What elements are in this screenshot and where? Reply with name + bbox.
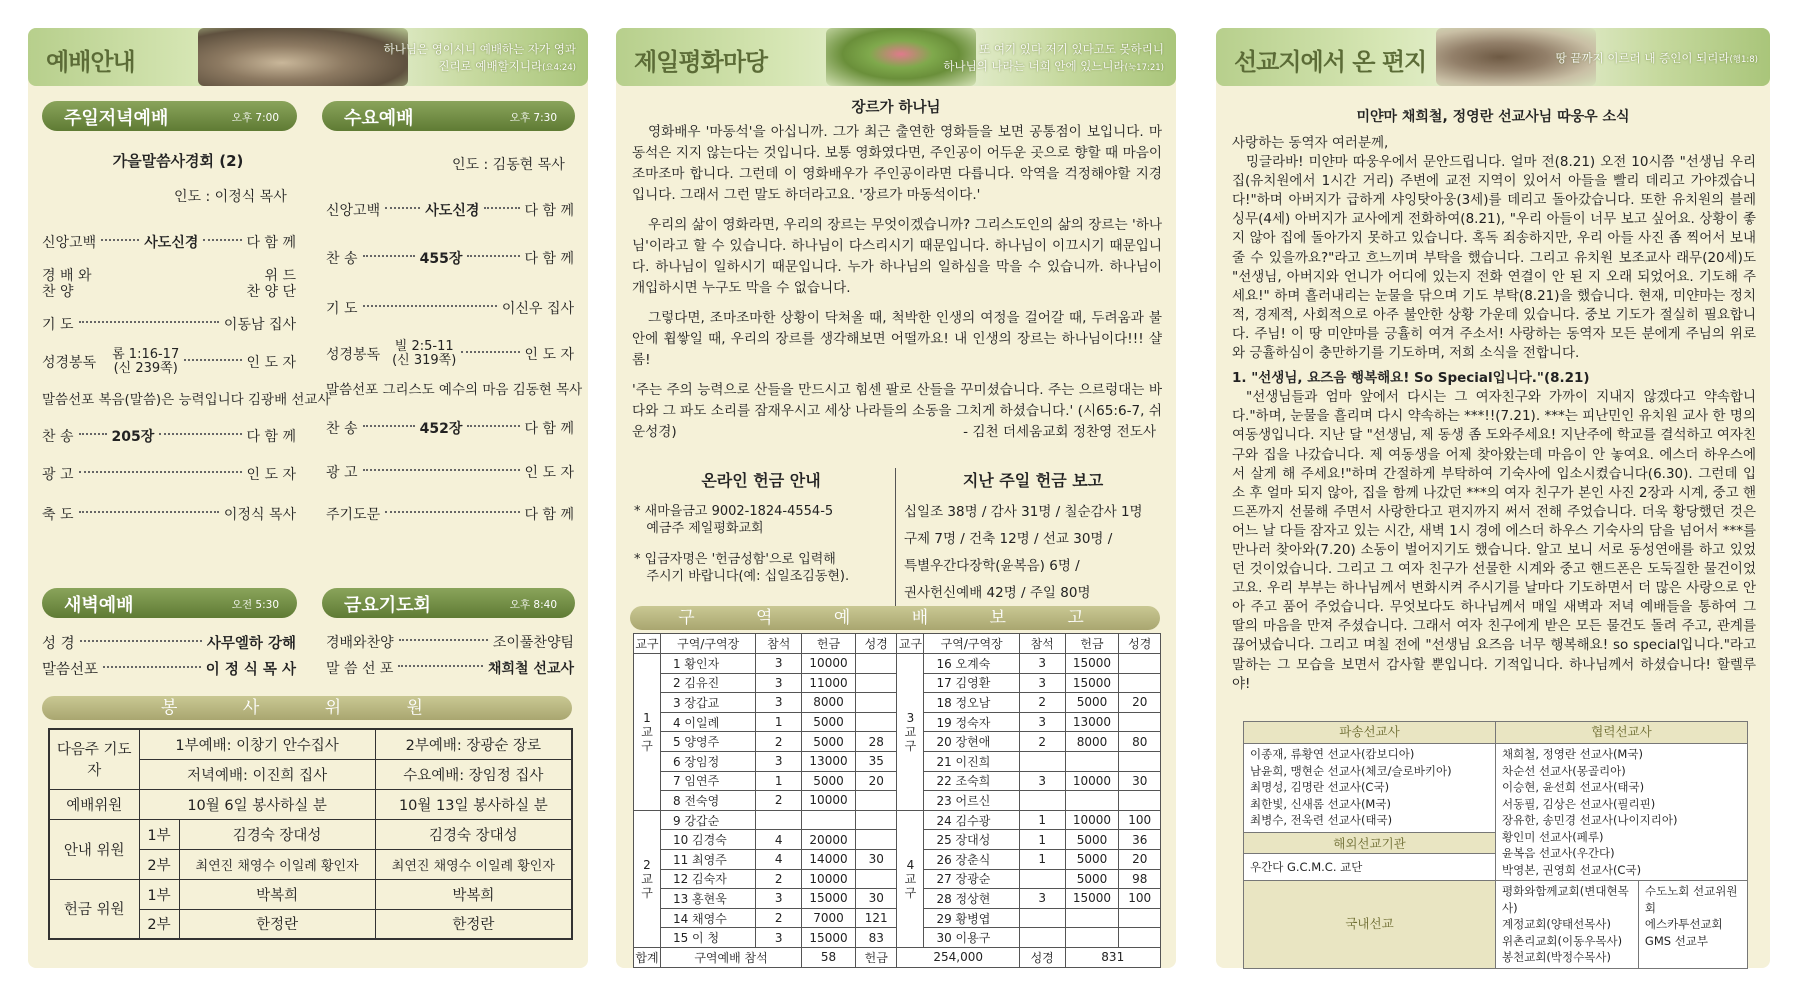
sunday-row: 신앙고백 사도신경 다 함 께: [42, 235, 297, 251]
zone-cell: 1: [756, 771, 802, 791]
zone-cell: [1065, 908, 1119, 928]
zone-cell: 2: [756, 732, 802, 752]
zone-cell: 15000: [1065, 889, 1119, 909]
zone-cell: 20: [1119, 849, 1161, 869]
letter-body: [1232, 134, 1756, 694]
zone-cell: 10000: [802, 654, 856, 674]
letter-subheading: 1. "선생님, 요즈음 행복해요! So Special입니다."(8.21): [1232, 370, 1590, 387]
zone-cell: 1: [1019, 830, 1065, 850]
zone-cell: 3 장갑교: [660, 693, 755, 713]
zone-cell: [1019, 908, 1065, 928]
zone-cell: 8000: [802, 693, 856, 713]
article-paragraph: 영화배우 '마동석'을 아십니까. 그가 최근 출연한 영화들을 보면 공통점이 보입니다. 마동석은 지지 않는다는 것입니다. 보통 영화였다면, 주인공이 어두운 곳으로 향할 때 마음이 조마조마 합니다. 그런데 이 영화배우가 주인공이라면 다릅니다. 악역을 걱정해야할 지경입니다. 그래서 그런 말도 하더라고요. '장르가 마동석이다.': [632, 124, 1162, 203]
zone-col-header: 헌금: [802, 634, 856, 654]
zone-cell: 3: [756, 693, 802, 713]
zone-cell: 36: [1119, 830, 1161, 850]
zone-cell: 1 황인자: [660, 654, 755, 674]
zone-cell: 27 장광순: [924, 869, 1019, 889]
banner-verse: 하나님은 영이시니 예배하는 자가 영과 진리로 예배할지니라(요4:24): [383, 42, 576, 73]
servers-title: 봉 사 위 원: [42, 696, 572, 720]
sunday-subtitle: 가을말씀사경회 (2): [112, 152, 244, 170]
zone-cell: 10000: [1065, 771, 1119, 791]
zone-cell: 10 김경숙: [660, 830, 755, 850]
wed-row: 기 도 이신우 집사: [326, 301, 574, 317]
gyogu-cell: 2 교 구: [634, 810, 661, 947]
gyogu-cell: 4 교 구: [897, 810, 924, 947]
zone-cell: 22 조숙희: [924, 771, 1019, 791]
zone-cell: 5000: [1065, 849, 1119, 869]
zone-cell: 10000: [1065, 810, 1119, 830]
wed-row: 성경봉독 빌 2:5-11 (신 319쪽) 인 도 자: [326, 339, 574, 368]
zone-cell: [855, 693, 896, 713]
zone-cell: 3: [756, 928, 802, 948]
zone-col-header: 교구: [897, 634, 924, 654]
zone-cell: 30 이용구: [924, 928, 1019, 948]
zone-cell: 121: [855, 908, 896, 928]
zone-cell: [1119, 791, 1161, 811]
zone-cell: [855, 654, 896, 674]
report-body: 십일조 38명 / 감사 31명 / 칠순감사 1명 구제 7명 / 건축 12명 / 선교 30명 / 특별우간다장학(윤복음) 6명 / 권사헌신예배 42명 / 주일 80명: [904, 504, 1143, 601]
partner-missionaries: 채희철, 정영란 선교사(M국) 차순선 선교사(몽골리아) 이승현, 윤선희 선교사(태국) 서동필, 김상은 선교사(필리핀) 장유한, 송민경 선교사(나이지리아) 황인미 선교사(페루) 윤복음 선교사(우간다) 박영본, 권영희 선교사(C국): [1496, 744, 1748, 881]
zone-col-header: 참석: [756, 634, 802, 654]
online-note: * 입금자명은 '헌금성함'으로 입력해 주시기 바랍니다(예: 십일조김동현).: [634, 552, 850, 584]
dawn-row: 성 경 사무엘하 강해: [42, 636, 296, 652]
zone-cell: 17 김영환: [924, 673, 1019, 693]
zone-cell: 10000: [802, 869, 856, 889]
zone-cell: 14000: [802, 849, 856, 869]
zone-cell: [1065, 751, 1119, 771]
zone-cell: 26 장춘식: [924, 849, 1019, 869]
wed-row: 주기도문 다 함 께: [326, 507, 574, 523]
zone-col-header: 성경: [855, 634, 896, 654]
zone-cell: 83: [855, 928, 896, 948]
wed-row: 광 고 인 도 자: [326, 465, 574, 481]
zone-col-header: 성경: [1119, 634, 1161, 654]
zone-cell: 3: [1019, 654, 1065, 674]
zone-cell: 30: [855, 889, 896, 909]
sent-missionaries: 이종재, 류황연 선교사(캄보디아) 남윤희, 맹현순 선교사(체코/슬로바키아) 최명성, 김명란 선교사(C국) 최한빛, 신새롬 선교사(M국) 최병수, 전욱련 선교사(태국) 해외선교기관 우간다 G.C.M.C. 교단: [1244, 744, 1496, 881]
zone-cell: 19 정숙자: [924, 712, 1019, 732]
zone-cell: 80: [1119, 732, 1161, 752]
zone-cell: 6 장임정: [660, 751, 755, 771]
zone-cell: 5 양영주: [660, 732, 755, 752]
zone-cell: 28: [855, 732, 896, 752]
zone-cell: 28 정상현: [924, 889, 1019, 909]
zone-cell: 11000: [802, 673, 856, 693]
zone-cell: 3: [1019, 712, 1065, 732]
zone-cell: [1119, 673, 1161, 693]
zone-cell: 100: [1119, 889, 1161, 909]
online-title: 온라인 헌금 안내: [701, 471, 821, 490]
domestic-orgs: 수도노회 선교위원회 에스카투선교회 GMS 선교부: [1638, 881, 1747, 969]
zone-col-header: 참석: [1019, 634, 1065, 654]
online-offering-box: [630, 468, 892, 618]
zone-cell: 3: [756, 751, 802, 771]
zone-cell: 13 홍현욱: [660, 889, 755, 909]
friday-row: 말 씀 선 포 채희철 선교사: [326, 661, 574, 677]
sunday-row: 성경봉독 롬 1:16-17 (신 239쪽) 인 도 자: [42, 347, 296, 376]
zone-cell: [1065, 928, 1119, 948]
zone-cell: 7 임연주: [660, 771, 755, 791]
zone-cell: [855, 810, 896, 830]
zone-cell: 1: [1019, 810, 1065, 830]
zone-cell: 9 강갑순: [660, 810, 755, 830]
sunday-row: 경 배 와 찬 양 위 드 찬 양 단: [42, 268, 296, 300]
dawn-header: 새벽예배 오전 5:30: [42, 588, 297, 618]
zone-cell: 15000: [802, 928, 856, 948]
article-title: 장르가 하나님: [851, 100, 941, 116]
zone-cell: 25 장대성: [924, 830, 1019, 850]
zone-cell: 5000: [1065, 830, 1119, 850]
zone-cell: 29 황병엽: [924, 908, 1019, 928]
sunday-sermon-row: 말씀선포 복음(말씀)은 능력입니다 김광배 선교사: [42, 392, 331, 408]
zone-cell: 5000: [1065, 693, 1119, 713]
zone-cell: [1119, 908, 1161, 928]
zone-cell: 12 김숙자: [660, 869, 755, 889]
zone-cell: 30: [1119, 771, 1161, 791]
banner-title: 예배안내: [46, 48, 135, 76]
zone-cell: 20 장현애: [924, 732, 1019, 752]
zone-col-header: 구역/구역장: [924, 634, 1019, 654]
offering-report-box: [902, 468, 1164, 607]
zone-cell: [1119, 654, 1161, 674]
zone-cell: 5000: [802, 771, 856, 791]
letter-paragraph: "선생님들과 엄마 앞에서 다시는 그 여자친구와 가까이 지내지 않겠다고 약속합니다."하며, 눈물을 흘리며 다시 약속하는 ***!!(7.21). ***는 피난민인 유치원 교사 한 명의 여동생입니다. 지난 달 "선생님, 제 동생 좀 도와주세요! 지난주에 학교를 결석하고 여자친구와 집을 나갔습니다. 제 여동생을 어제 찾아왔는데 마음이 안 놓여요. 에스더 하우스에서 살게 해 주세요!"하며 간절하게 부탁하여 기숙사에 입소시켰습니다(6.30). 그런데 입소 후 얼마 되지 않아, 집을 함께 나갔던 ***의 여자 친구가 본인 사진 2장과 시계, 중고 핸드폰까지 선물해 주면서 사랑한다고 편지까지 써서 전해 주었습니다. 더욱 황당했던 것은 어느 날 다들 잠자고 있는 시간, 새벽 1시 경에 에스더 하우스 기숙사의 담을 넘어서 ***를 만나러 찾아와(7.20) 소동이 벌어지기도 했습니다. 알고 보니 서로 동성연애를 하고 있었던 것이었습니다. 그리고 그 여자 친구가 선물한 시계와 중고 핸드폰은 도둑질한 물건이었고요. 우리 부부는 하나님께서 변화시켜 주시기를 날마다 기도하면서 더 많은 사랑으로 안아 주고 품어 주었습니다. 무엇보다도 하나님께서 매일 새벽과 저녁 예배들을 통하여 그 딸의 마음을 만져 주셨습니다. 그래서 여자 친구에게 받은 모든 물건도 돌려 주고, 관계를 끊어냈습니다. 그리고 며칠 전에 "선생님 요즈음 너무 행복해요! so special입니다."라고 말하는 그 모습을 보면서 감사할 뿐입니다. 기적입니다. 하나님께서 하셨습니다! 할렐루야!: [1232, 389, 1756, 692]
zone-cell: [1019, 791, 1065, 811]
banner-title: 제일평화마당: [634, 48, 768, 76]
gyogu-cell: 1 교 구: [634, 654, 661, 811]
zone-cell: 7000: [802, 908, 856, 928]
zone-cell: 35: [855, 751, 896, 771]
friday-header: 금요기도회 오후 8:40: [322, 588, 575, 618]
online-account: * 새마을금고 9002-1824-4554-5 예금주 제일평화교회: [634, 504, 834, 536]
zone-cell: 13000: [802, 751, 856, 771]
zone-cell: [1119, 928, 1161, 948]
zone-cell: 1: [756, 712, 802, 732]
zone-cell: 2: [1019, 693, 1065, 713]
zone-row: [634, 654, 1161, 674]
peace-yard-panel: [616, 28, 1176, 968]
zone-cell: [756, 810, 802, 830]
zone-cell: 10000: [802, 791, 856, 811]
zone-cell: 4 이일례: [660, 712, 755, 732]
zone-cell: 15000: [1065, 654, 1119, 674]
zone-cell: 13000: [1065, 712, 1119, 732]
zone-cell: 3: [756, 654, 802, 674]
zone-cell: 100: [1119, 810, 1161, 830]
mission-banner: [1216, 28, 1770, 86]
wed-leader: 인도 : 김동현 목사: [452, 157, 565, 173]
zone-title: 구 역 예 배 보 고: [630, 606, 1160, 630]
zone-col-header: 구역/구역장: [660, 634, 755, 654]
zone-cell: 3: [756, 889, 802, 909]
domestic-churches: 평화와함께교회(변대현목사) 계정교회(양태선목사) 위촌리교회(이동우목사) 봉천교회(박정수목사): [1496, 881, 1639, 969]
zone-cell: 20: [855, 771, 896, 791]
article-paragraph: 그렇다면, 조마조마한 상황이 닥쳐올 때, 척박한 인생의 여정을 걸어갈 때, 두려움과 불안에 휩쌓일 때, 우리의 장르를 생각해보면 어떨까요! 내 인생의 장르는 하나님이다!!! 샬롬!: [632, 310, 1162, 368]
zone-cell: 3: [1019, 673, 1065, 693]
report-title: 지난 주일 헌금 보고: [962, 471, 1104, 490]
zone-total-row: 합계 구역예배 참석 58 헌금 254,000 성경 831: [634, 947, 1161, 967]
sunday-evening-header: 주일저녁예배 오후 7:00: [42, 101, 297, 131]
zone-cell: [802, 810, 856, 830]
zone-cell: 15000: [1065, 673, 1119, 693]
zone-cell: [1019, 869, 1065, 889]
zone-cell: 14 채영수: [660, 908, 755, 928]
zone-cell: [855, 712, 896, 732]
article-signature: - 김천 더세움교회 정찬영 전도사: [963, 424, 1156, 440]
friday-row: 경배와찬양 조이풀찬양팀: [326, 635, 574, 651]
zone-col-header: 교구: [634, 634, 661, 654]
zone-cell: 16 오계숙: [924, 654, 1019, 674]
sunday-leader: 인도 : 이정식 목사: [174, 189, 287, 205]
sunday-row: 기 도 이동남 집사: [42, 317, 296, 333]
banner-verse: 땅 끝까지 이르러 내 증인이 되리라(행1:8): [1555, 51, 1758, 65]
servers-table: 다음주 기도자 1부예배: 이창기 안수집사 2부예배: 장광순 장로 저녁예배: 이진희 집사 수요예배: 장임정 집사 예배위원 10월 6일 봉사하실 분 10월 13일 봉사하실 분 안내 위원 1부 김경숙 장대성 김경숙 장대성 2부 최연진 채영수 이일례 황인자 최연진 채영수 이일례 황인자 헌금 위원 1부 박복희 박복희 2부 한정란 한정란: [48, 728, 573, 940]
zone-cell: 23 어르신: [924, 791, 1019, 811]
zone-cell: 98: [1119, 869, 1161, 889]
zone-cell: [855, 830, 896, 850]
zone-cell: 2: [756, 791, 802, 811]
wed-row: 찬 송 452장 다 함 께: [326, 421, 575, 437]
zone-cell: 21 이진희: [924, 751, 1019, 771]
banner-verse: 또 여기 있다 저기 있다고도 못하리니 하나님의 나라는 너희 안에 있느니라(눅17:21): [943, 42, 1164, 73]
zone-cell: 3: [1019, 771, 1065, 791]
worship-hands-photo: [198, 28, 408, 86]
article-paragraph: 우리의 삶이 영화라면, 우리의 장르는 무엇이겠습니까? 그리스도인의 삶의 장르는 '하나님'이라고 할 수 있습니다. 하나님이 다스리시기 때문입니다. 하나님이 이끄시기 때문입니다. 하나님이 일하시기 때문입니다. 누가 하나님의 일하심을 막을 수 있습니까. 하나님이 개입하시면 누구도 막을 수 없습니다.: [632, 217, 1162, 296]
zone-cell: 3: [1019, 889, 1065, 909]
zone-cell: [1019, 751, 1065, 771]
zone-cell: 8 전숙영: [660, 791, 755, 811]
zone-cell: [1065, 791, 1119, 811]
zone-cell: 11 최영주: [660, 849, 755, 869]
zone-cell: 8000: [1065, 732, 1119, 752]
zone-cell: 2: [756, 908, 802, 928]
zone-cell: 4: [756, 849, 802, 869]
missionary-table: 파송선교사 협력선교사 이종재, 류황연 선교사(캄보디아) 남윤희, 맹현순 선교사(체코/슬로바키아) 최명성, 김명란 선교사(C국) 최한빛, 신새롬 선교사(M국) 최병수, 전욱련 선교사(태국) 해외선교기관 우간다 G.C.M.C. 교단 채희철, 정영란 선교사(M국) 차순선 선교사(몽골리아) 이승현, 윤선희 선교사(태국) 서동필, 김상은 선교사(필리핀) 장유한, 송민경 선교사(나이지리아) 황인미 선교사(페루) 윤복음 선교사(우간다) 박영본, 권영희 선교사(C국) 국내선교 평화와함께교회(변대현목사) 계정교회(양태선목사) 위촌리교회(이동우목사) 봉천교회(박정수목사) 수도노회 선교위원회 에스카투선교회 GMS 선교부: [1243, 721, 1748, 969]
divider: [895, 468, 896, 616]
article-body: [632, 122, 1162, 443]
zone-cell: [855, 673, 896, 693]
zone-cell: 2: [756, 869, 802, 889]
zone-row: [634, 810, 1161, 830]
zone-cell: 2 김유진: [660, 673, 755, 693]
letter-greeting: 사랑하는 동역자 여러분께,: [1232, 135, 1389, 151]
zone-cell: [855, 791, 896, 811]
zone-cell: 3: [756, 673, 802, 693]
letter-paragraph: 밍글라바! 미얀마 따웅우에서 문안드립니다. 얼마 전(8.21) 오전 10시쯤 "선생님 우리집(유치원에서 1시간 거리) 주변에 교전 지역이 있어서 아들을 빨리 데리고 가야겠습니다!"하며 아버지가 급하게 샤잉탓아웅(3세)를 데리고 돌아갔습니다. 또한 유치원의 블레싱무(4세) 아버지가 교사에게 전화하여(8.21), "우리 아들이 너무 보고 싶어요. 상황이 좋지 않아 집에 돌아가지 못하고 있습니다. 혹독 죄송하지만, 우리 아들 사진 좀 찍어서 보내줄 수 있을까요?"라고 흐느끼며 부탁을 했습니다. 그리고 유치원 보조교사 래무(20세)도 "선생님, 아버지와 언니가 어디에 있는지 전화 연결이 안 된 지 오래 되었어요. 기도해 주세요!" 하며 흘러내리는 눈물을 닦으며 기도 부탁(8.21)을 했습니다. 현재, 미얀마는 정치적, 경제적, 사회적으로 아주 불안한 상황 가운데 있습니다. 중보 기도가 절실히 필요합니다. 주님! 이 땅 미얀마를 긍휼히 여겨 주소서! 사랑하는 동역자 모든 분에게 주님의 위로와 긍휼하심이 충만하기를 기도하며, 저희 소식을 전합니다.: [1232, 154, 1756, 362]
dawn-row: 말씀선포 이 정 식 목 사: [42, 662, 296, 678]
zone-cell: [1119, 712, 1161, 732]
wed-sermon-row: 말씀선포 그리스도 예수의 마음 김동현 목사: [326, 382, 583, 398]
zone-cell: 20: [1119, 693, 1161, 713]
peace-banner: [616, 28, 1176, 86]
zone-cell: 5000: [802, 712, 856, 732]
banner-title: 선교지에서 온 편지: [1234, 48, 1427, 76]
zone-cell: 20000: [802, 830, 856, 850]
zone-cell: 4: [756, 830, 802, 850]
zone-cell: 1: [1019, 849, 1065, 869]
zone-report-table: [633, 633, 1161, 968]
zone-cell: [1119, 751, 1161, 771]
zone-cell: 30: [855, 849, 896, 869]
worship-guide-panel: [28, 28, 588, 968]
wednesday-header: 수요예배 오후 7:30: [322, 101, 575, 131]
wed-row: 신앙고백 사도신경 다 함 께: [326, 203, 575, 219]
zone-cell: [1019, 928, 1065, 948]
zone-cell: 18 정오남: [924, 693, 1019, 713]
gyogu-cell: 3 교 구: [897, 654, 924, 811]
zone-cell: 24 김수광: [924, 810, 1019, 830]
zone-cell: 5000: [1065, 869, 1119, 889]
article-quote: '주는 주의 능력으로 산들을 만드시고 힘센 팔로 산들을 꾸미셨습니다. 주는 으르렁대는 바다와 그 파도 소리를 잠재우시고 세상 나라들의 소동을 그치게 하셨습니다.' (시65:6-7, 쉬운성경): [632, 382, 1162, 440]
zone-cell: 5000: [802, 732, 856, 752]
sunday-row: 찬 송 205장 다 함 께: [42, 429, 296, 445]
zone-cell: 15000: [802, 889, 856, 909]
zone-cell: 2: [1019, 732, 1065, 752]
zone-cell: 15 이 청: [660, 928, 755, 948]
wed-row: 찬 송 455장 다 함 께: [326, 251, 575, 267]
zone-col-header: 헌금: [1065, 634, 1119, 654]
sunday-row: 광 고 인 도 자: [42, 467, 296, 483]
mission-letter-panel: [1216, 28, 1770, 968]
letter-title: 미얀마 채희철, 정영란 선교사님 따웅우 소식: [1356, 109, 1630, 125]
sunday-row: 축 도 이정식 목사: [42, 507, 296, 523]
worship-banner: [28, 28, 588, 86]
zone-cell: [855, 869, 896, 889]
